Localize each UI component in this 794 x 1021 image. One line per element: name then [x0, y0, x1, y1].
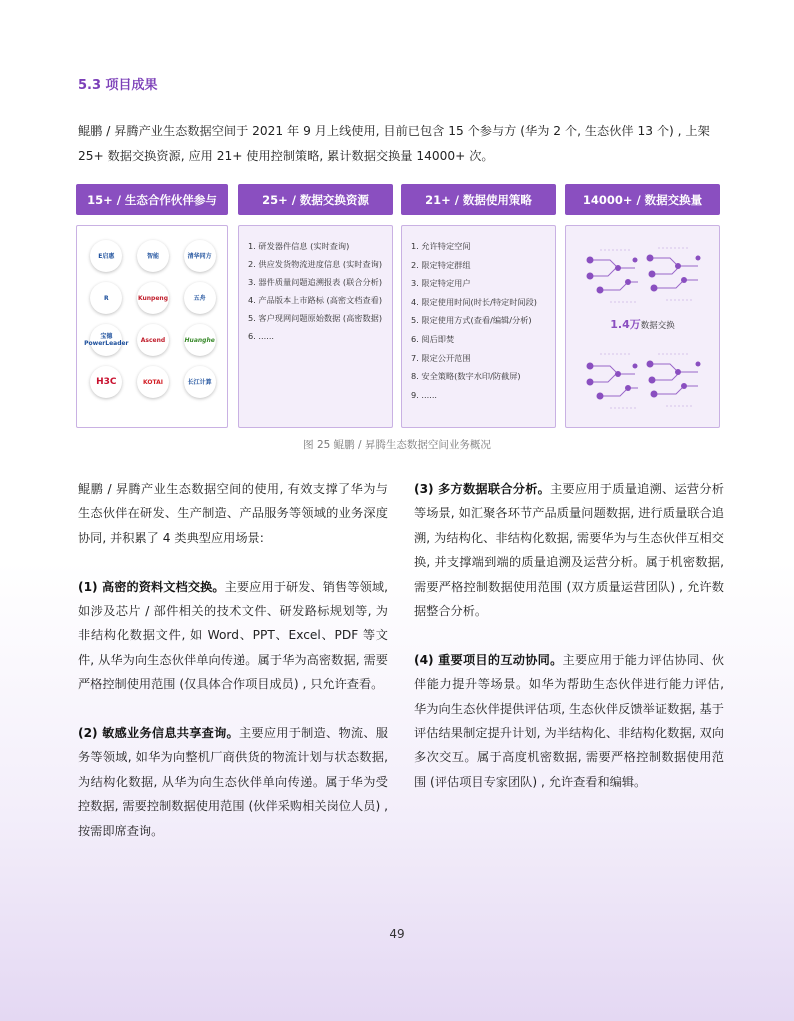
list-item: 4. 限定使用时间(时长/特定时间段) [411, 296, 537, 307]
policies-header: 21+ / 数据使用策略 [401, 184, 556, 215]
powerleader-logo: 宝德 PowerLeader [90, 324, 122, 356]
kotai-logo: KOTAI [137, 366, 169, 398]
page-number: 49 [389, 927, 405, 941]
logo-grid [83, 240, 223, 398]
list-item: 9. ...... [411, 389, 438, 400]
resources-column [238, 184, 393, 428]
list-item: 4. 产品版本上市路标 (高密文档查看) [248, 295, 383, 305]
list-item: 1. 允许特定空间 [411, 241, 471, 251]
partners-logo-panel [76, 225, 228, 428]
resources-header: 25+ / 数据交换资源 [238, 184, 393, 215]
exchange-panel [565, 225, 720, 428]
scenario-body: 主要应用于研发、销售等领域, 如涉及芯片 / 部件相关的技术文件、研发路标规划等, 为非结构化数据文件, 如 Word、PPT、Excel、PDF 等文件, 从华为向生态伙伴单向传递。属于华为高密数据, 需要严格控制使用范围 (仅具体合作项目成员) , 只允许查看。 [78, 579, 389, 692]
policies-list [411, 240, 549, 407]
policies-panel [401, 225, 556, 428]
ascend-logo: Ascend [137, 324, 169, 356]
partner-logo: 清华同方 [184, 240, 216, 272]
list-item: 1. 研发器件信息 (实时查询) [248, 241, 350, 251]
kunpeng-logo: Kunpeng [137, 282, 169, 314]
partner-logo: R [90, 282, 122, 314]
paragraph [78, 575, 388, 697]
partner-logo: 五舟 [184, 282, 216, 314]
exchange-label: 数据交换 [640, 321, 675, 331]
list-item: 2. 供应发货物流进度信息 (实时查询) [248, 259, 383, 269]
partners-column [76, 184, 228, 428]
section-title: 5.3 项目成果 [78, 78, 158, 93]
partner-logo: E启惠 [90, 240, 122, 272]
list-item: 8. 安全策略(数字水印/防截屏) [411, 371, 521, 382]
scenario-title: (3) 多方数据联合分析。 [414, 482, 551, 496]
list-item: 5. 限定使用方式(查看/编辑/分析) [411, 315, 532, 326]
scenario-title: (4) 重要项目的互动协同。 [414, 652, 563, 667]
figure-caption: 图 25 鲲鹏 / 昇腾生态数据空间业务概况 [303, 439, 491, 451]
paragraph [414, 648, 724, 794]
scenario-title: (2) 敏感业务信息共享查询。 [78, 726, 239, 741]
list-item: 3. 器件质量问题追溯报表 (联合分析) [248, 277, 383, 287]
list-item: 6. ...... [248, 331, 275, 341]
list-item: 2. 限定特定群组 [411, 259, 471, 270]
paragraph: 鲲鹏 / 昇腾产业生态数据空间的使用, 有效支撑了华为与生态伙伴在研发、生产制造、产品服务等领域的业务深度协同, 并积累了 4 类典型应用场景: [78, 482, 388, 545]
overview-figure [76, 184, 720, 428]
scenario-body: 主要应用于制造、物流、服务等领域, 如华为向整机厂商供货的物流计划与状态数据, 为结构化数据, 从华为向生态伙伴单向传递。属于华为受控数据, 需要控制数据使用范围 (伙伴采购相关岗位人员) , 按需即席查询。 [78, 726, 388, 838]
paragraph [414, 477, 724, 623]
scenario-title: (1) 高密的资料文档交换。 [78, 579, 225, 594]
exchange-count-label [566, 316, 719, 332]
scenario-body: 主要应用于能力评估协同、伙伴能力提升等场景。如华为帮助生态伙伴进行能力评估, 华为向生态伙伴提供评估项, 生态伙伴反馈举证数据, 基于评估结果制定提升计划, 为半结构化、非结构化数据, 双向多次交互。属于高度机密数据, 需要严格控制数据使用范围 (评估项目专家团队) , 允许查看和编辑。 [414, 652, 725, 789]
exchange-header: 14000+ / 数据交换量 [565, 184, 720, 215]
partners-header: 15+ / 生态合作伙伴参与 [76, 184, 228, 215]
exchange-count: 1.4万 [610, 318, 641, 331]
paragraph [78, 721, 388, 843]
scenario-body: 主要应用于质量追溯、运营分析等场景, 如汇聚各环节产品质量问题数据, 进行质量联合追溯, 为结构化、非结构化数据, 需要华为与生态伙伴互相交换, 并支撑端到端的质量追溯及运营分析。属于机密数据, 需要严格控制数据使用范围 (双方质量运营团队) , 允许数据整合分析。 [414, 482, 724, 619]
left-column [78, 477, 388, 867]
policies-column [401, 184, 556, 428]
h3c-logo: H3C [90, 366, 122, 398]
list-item: 3. 限定特定用户 [411, 278, 471, 289]
list-item: 7. 限定公开范围 [411, 352, 471, 363]
partner-logo: 智能 [137, 240, 169, 272]
resources-panel [238, 225, 393, 428]
right-column [414, 477, 724, 819]
partner-logo: 长江计算 [184, 366, 216, 398]
resources-list [248, 240, 386, 348]
intro-paragraph: 鲲鹏 / 昇腾产业生态数据空间于 2021 年 9 月上线使用, 目前已包含 15 个参与方 (华为 2 个, 生态伙伴 13 个) , 上架 25+ 数据交换资源, 应用 21+ 使用控制策略, 累计数据交换量 14000+ 次。 [78, 124, 710, 163]
huanghe-logo: Huanghe [184, 324, 216, 356]
exchange-column [565, 184, 720, 428]
list-item: 6. 阅后即焚 [411, 333, 455, 344]
list-item: 5. 客户现网问题原始数据 (高密数据) [248, 313, 383, 323]
